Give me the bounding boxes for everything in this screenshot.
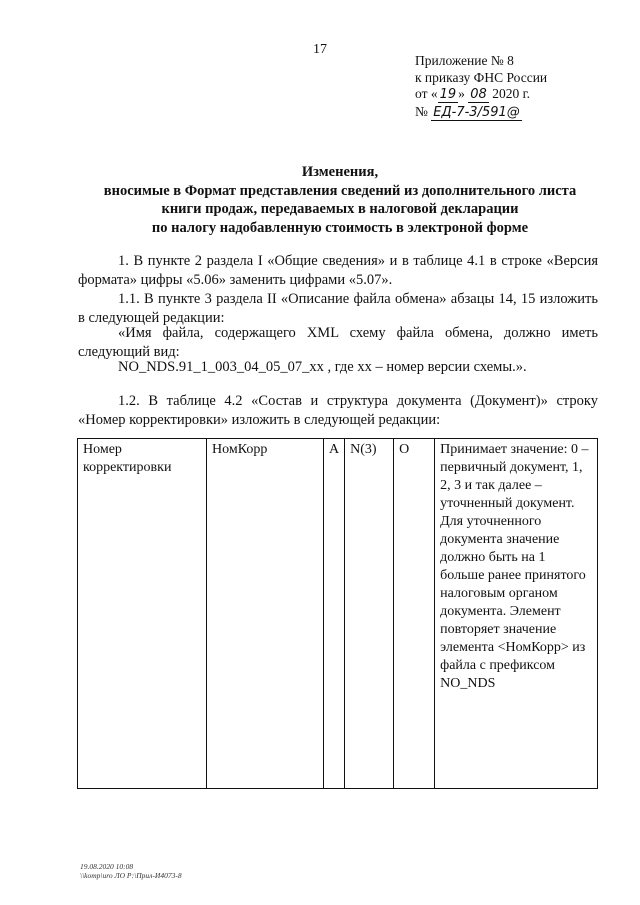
title-line-4: по налогу надобавленную стоимость в электроной форме [151,219,529,236]
paragraph-1-1: 1.1. В пункте 3 раздела II «Описание файла обмена» абзацы 14, 15 изложить в следующей редакции: [78,291,598,326]
page-number: 17 [313,42,327,57]
document-title [0,163,640,237]
appendix-date-line [415,86,547,104]
table-row [78,439,598,789]
date-suffix: 2020 г. [492,86,530,101]
number-prefix: № [415,103,428,119]
title-line-1: Изменения, [301,164,379,180]
footer-line-1: 19.08.2020 10:08 [80,862,134,871]
title-line-3: книги продаж, передаваемых в налоговой декларации [161,201,519,217]
cell-format: N(3) [345,439,394,789]
footer-stamp [80,862,182,880]
cell-required: О [394,439,435,789]
paragraph-1-2: 1.2. В таблице 4.2 «Состав и структура документа (Документ)» строку «Номер корректировки» изложить в следующей редакции: [78,393,598,428]
title-line-2: вносимые в Формат представления сведений из дополнительного листа [103,182,577,199]
handwritten-day: 19 [439,87,457,102]
date-mid: » [458,86,465,101]
date-prefix: от « [415,86,438,101]
cell-element-code: НомКорр [207,439,324,789]
cell-type: А [324,439,345,789]
cell-description: Принимает значение: 0 – первичный документ, 1, 2, 3 и так далее – уточненный документ. Для уточненного документа значение должно быть на 1 больше ранее принятого налоговым органом документа. Элемент повторяет значение элемента <НомКорр> из файла с префиксом NO_NDS [435,439,598,789]
paragraph-1: 1. В пункте 2 раздела I «Общие сведения» и в таблице 4.1 в строке «Версия формата» цифры «5.06» заменить цифрами «5.07». [78,253,598,288]
paragraph-filename: NO_NDS.91_1_003_04_05_07_xx , где xx – номер версии схемы.». [118,359,527,375]
appendix-line-2: к приказу ФНС России [415,69,548,85]
appendix-number-line [415,104,547,122]
paragraph-quote: «Имя файла, содержащего XML схему файла обмена, должно иметь следующий вид: [78,325,598,360]
structure-table [77,438,598,789]
handwritten-month: 08 [470,87,487,102]
footer-line-2: \\komp\uro ЛО Р:\Прил-И4073-8 [80,871,182,880]
appendix-line-1: Приложение № 8 [415,53,514,68]
appendix-block [415,53,547,121]
handwritten-order-number: ЕД-7-3/591@ [433,104,520,120]
cell-element-name: Номер корректировки [78,439,207,789]
